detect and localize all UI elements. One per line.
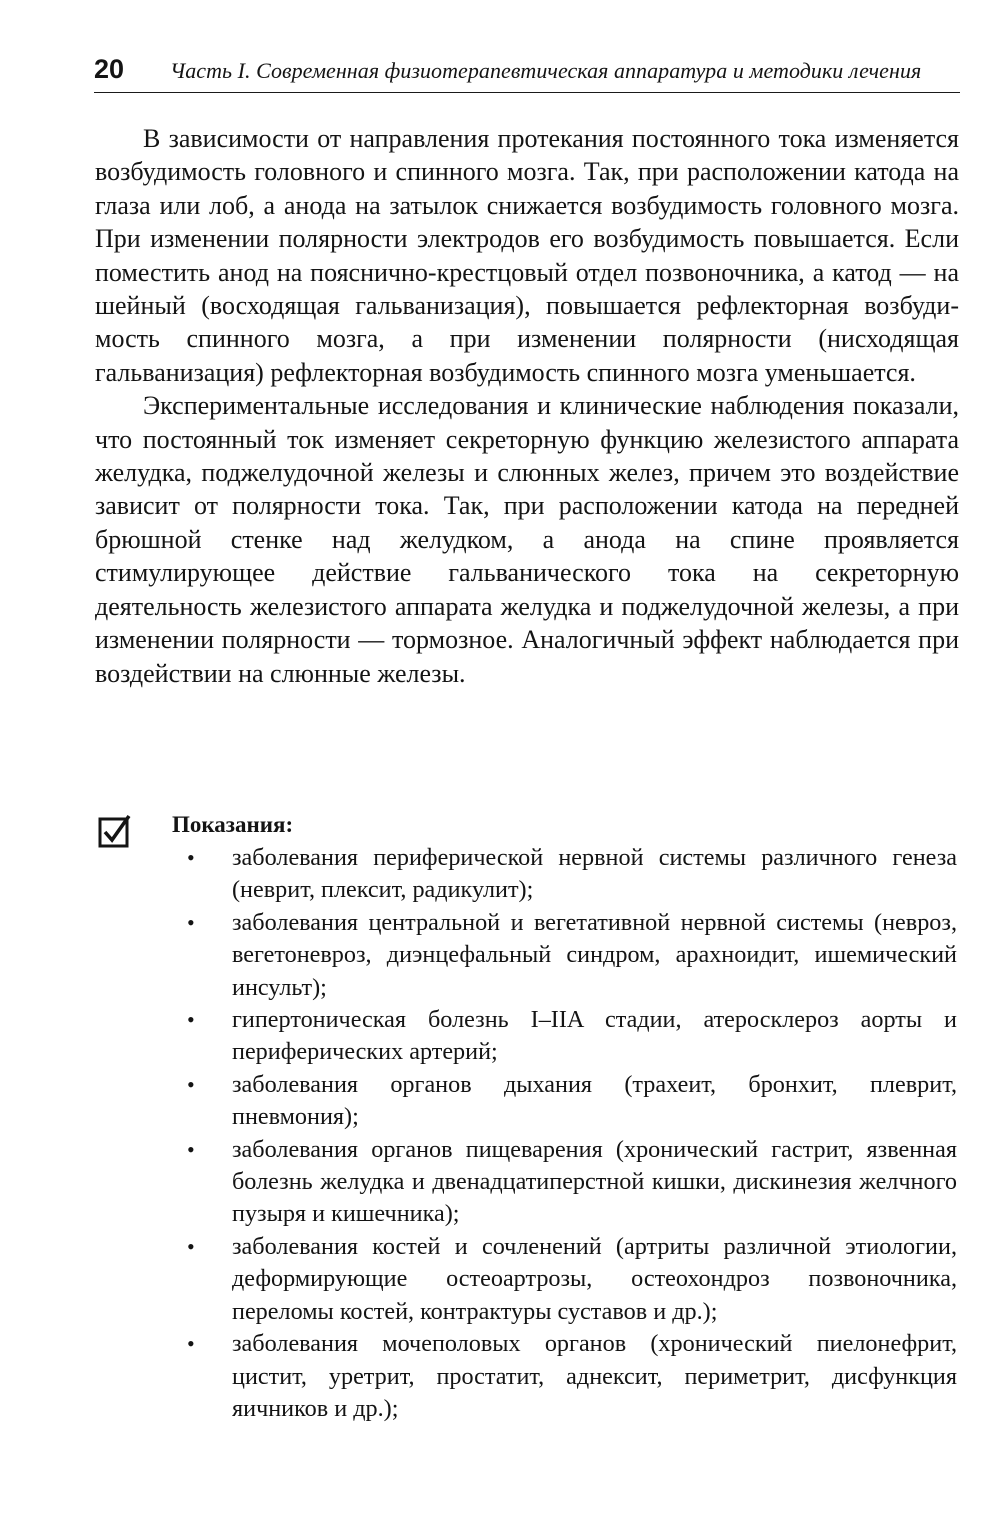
list-item [187, 1004, 957, 1069]
paragraph: В зависимости от направления протекания постоянного тока изменяется возбудимость головного и спинного мозга. Так, при расположении катода на глаза или лоб, а анода на затылок снижается возбудимость головного мозга. При изменении полярности электродов его возбудимость повышается. Если поместить анод на пояснично-крестцовый отдел позвоночника, а катод — на шейный (восходящая гальванизация), повышается рефлекторная возбудимость спинного мозга, а при изменении полярности (нисходящая гальванизация) рефлекторная возбудимость спинного мозга уменьшается. [95, 124, 959, 387]
list-item [187, 842, 957, 907]
running-header [94, 50, 960, 93]
bullet: • [187, 1071, 195, 1097]
list-item [187, 1069, 957, 1134]
page-number: 20 [94, 54, 125, 84]
running-header-title: Часть I. Современная физиотерапевтическая аппаратура и методики лечения [170, 58, 922, 83]
bullet: • [187, 1233, 195, 1259]
main-text [95, 122, 959, 690]
checkbox-checked-icon [98, 814, 132, 848]
paragraph: Экспериментальные исследования и клинические наблюдения показали, что постоянный ток изменяет секреторную функцию железистого аппарата желудка, поджелудочной железы и слюнных желез, причем это воздействие зависит от полярности тока. Так, при расположении катода на передней брюшной стенке над желудком, а анода на спине проявляется стимулирующее действие гальванического тока на секреторную деятельность железистого аппарата желудка и поджелудочной железы, а при изменении полярности — тормозное. Аналогичный эффект наблюдается при воздействии на слюнные железы. [95, 391, 959, 688]
bullet: • [187, 845, 195, 870]
list-item-text: гипертоническая болезнь I–IIA стадии, атеросклероз аорты и периферических артерий; [232, 1006, 957, 1066]
list-item [187, 1134, 957, 1231]
bullet: • [187, 1136, 195, 1162]
list-item-text: заболевания органов пищеварения (хронический гастрит, язвенная болезнь желудка и двенадцатиперстной кишки, дискинезия желчного пузыря и кишечника); [232, 1135, 957, 1228]
list-item [187, 907, 957, 1004]
bullet: • [187, 909, 195, 935]
list-item-text: заболевания периферической нервной системы различного генеза (неврит, плексит, радикулит); [232, 844, 957, 904]
list-item-text: заболевания костей и сочленений (артриты различной этиологии, деформирующие остеоартрозы, остеохондроз позвоночника, переломы костей, контрактуры суставов и др.); [232, 1232, 957, 1325]
list-item [187, 1231, 957, 1328]
list-item-text: заболевания органов дыхания (трахеит, бронхит, плеврит, пневмония); [232, 1070, 957, 1131]
list-item-text: заболевания центральной и вегетативной нервной системы (невроз, вегетоневроз, диэнцефальный синдром, арахноидит, ишемический инсульт); [232, 908, 957, 1001]
indications-list [187, 842, 957, 1425]
bullet: • [187, 1331, 195, 1357]
indications-heading: Показания: [172, 812, 294, 837]
bullet: • [187, 1007, 195, 1033]
list-item-text: заболевания мочеполовых органов (хронический пиелонефрит, цистит, уретрит, простатит, аднексит, периметрит, дисфункция яичников и др.); [232, 1330, 957, 1422]
list-item [187, 1328, 957, 1425]
